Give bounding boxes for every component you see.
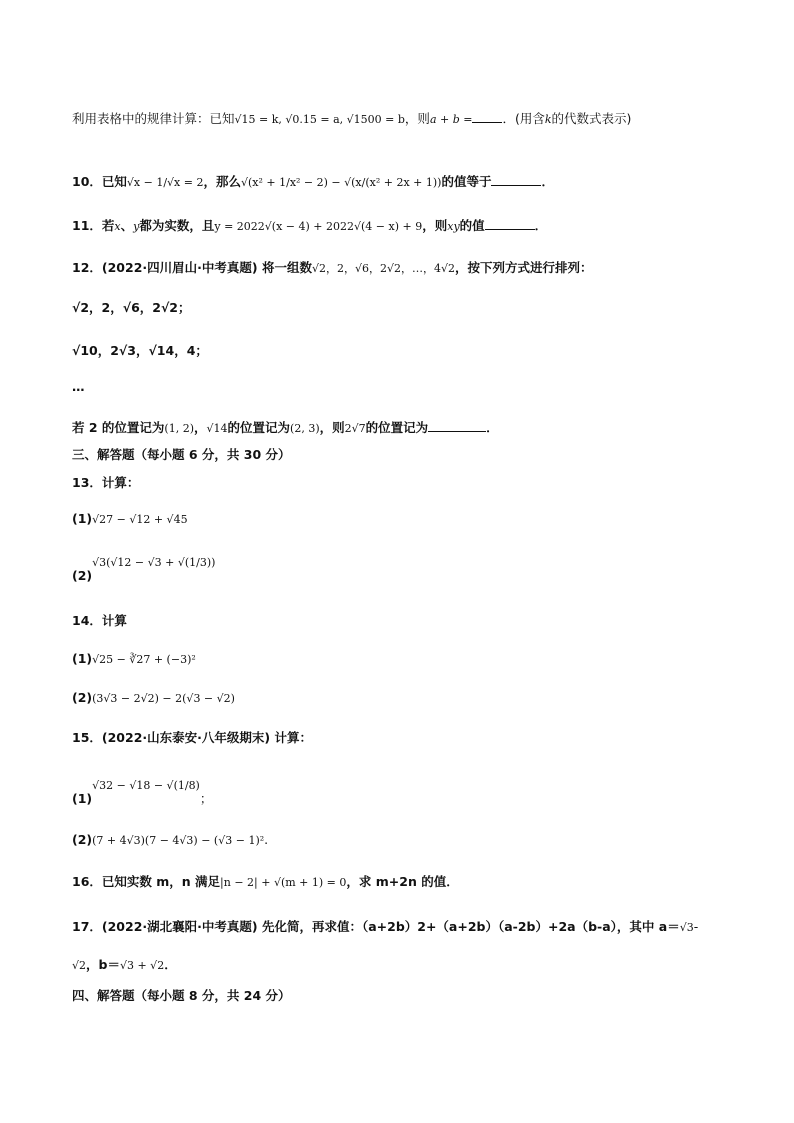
q12-ask-d: ，则 [319, 420, 345, 435]
q15-p1-label: (1) [72, 791, 93, 806]
q12-row2 [72, 342, 208, 360]
q9-line [72, 110, 631, 129]
q11-sep: 、 [120, 218, 134, 233]
q16-line [72, 873, 459, 892]
q14-p1-label: (1) [72, 651, 93, 666]
q16-text-a: 16．已知实数 m，n 满足 [72, 874, 221, 889]
q14-part1 [72, 650, 196, 669]
q12-target: 2√7 [344, 422, 366, 435]
q12-pos1: (1, 2) [164, 422, 194, 435]
q14-title-text: 14．计算 [72, 613, 127, 628]
q10-dot: ． [541, 174, 554, 189]
q11-xy: xy [447, 220, 460, 233]
q12-num: 12．(2022·四川眉山·中考真题) 将一组数 [72, 260, 312, 275]
q11-end: 的值 [459, 218, 485, 233]
q12-answer-blank [428, 419, 486, 432]
q15-p2-label: (2) [72, 832, 93, 847]
q12-row2-text: √10，2√3，√14，4； [72, 343, 208, 358]
section-3-title: 三、解答题（每小题 6 分，共 30 分） [72, 447, 291, 462]
q9-ask: a + b = [429, 113, 473, 126]
q9-text-mid: ，则 [404, 111, 430, 126]
q10-expression: √(x² + 1/x² − 2) − √(x/(x² + 2x + 1)) [240, 176, 442, 189]
q12-ask-b: ， [193, 420, 207, 435]
q12-row1 [72, 299, 191, 317]
q9-answer-blank [472, 110, 502, 123]
section-3-heading [72, 446, 291, 464]
q14-p1-expr: √25 − ∛27 + (−3)² [92, 653, 196, 666]
q14-part2 [72, 689, 235, 708]
q13-p1-label: (1) [72, 511, 93, 526]
q17-a-value: √3 [679, 921, 694, 934]
q11-mid: 都为实数，且 [139, 218, 215, 233]
q15-part2 [72, 831, 268, 850]
q10-answer-blank [491, 173, 541, 186]
q14-p2-expr: (3√3 − 2√2) − 2(√3 − √2) [92, 692, 235, 705]
q12-ask-c: 的位置记为 [227, 420, 291, 435]
q12-dot: ． [486, 420, 499, 435]
q13-p1-expr: √27 − √12 + √45 [92, 513, 188, 526]
q10-num: 10．已知 [72, 174, 127, 189]
q9-formula: √15 = k, √0.15 = a, √1500 = b [234, 113, 405, 126]
q11-line [72, 217, 547, 236]
q12-ask-e: 的位置记为 [365, 420, 429, 435]
q15-p1-expr: √32 − √18 − √(1/8) [92, 779, 200, 792]
q12-sqrt14: √14 [206, 422, 228, 435]
q10-mid: ，那么 [203, 174, 241, 189]
q14-title [72, 612, 127, 630]
q12-row1-text: √2，2，√6，2√2； [72, 300, 191, 315]
q11-dot: ． [534, 218, 548, 233]
q12-row3 [72, 378, 85, 396]
q12-ask-line [72, 419, 499, 438]
q17-b-value: √3 + √2 [119, 959, 165, 972]
q9-text-suffix: ．(用含 [502, 111, 545, 126]
q17-a-dash: - [693, 919, 699, 934]
q16-expr: |n − 2| + √(m + 1) = 0 [220, 876, 347, 889]
q9-text-end: 的代数式表示) [551, 111, 632, 126]
q17-line2 [72, 956, 177, 975]
q15-p2-expr: (7 + 4√3)(7 − 4√3) − (√3 − 1)² [92, 834, 265, 847]
q9-text-prefix: 利用表格中的规律计算：已知 [72, 111, 235, 126]
q11-answer-blank [485, 217, 535, 230]
q12-end: ，按下列方式进行排列： [455, 260, 593, 275]
q13-part2 [72, 556, 216, 586]
q12-pos2: (2, 3) [290, 422, 320, 435]
q15-p2-end: . [264, 832, 269, 847]
q17-line2-end: ． [164, 957, 177, 972]
q12-sequence: √2，2，√6，2√2，…，4√2 [311, 262, 455, 275]
q15-p1-end: ； [199, 791, 213, 806]
q9-var: k [544, 113, 552, 126]
q17-line1 [72, 918, 698, 937]
q13-title-text: 13．计算： [72, 475, 140, 490]
q11-expression: y = 2022√(x − 4) + 2022√(4 − x) + 9 [214, 220, 423, 233]
q11-x: x [114, 220, 121, 233]
q13-p2-expr: √3(√12 − √3 + √(1/3)) [92, 556, 216, 569]
q11-num: 11．若 [72, 218, 115, 233]
q15-part1 [72, 779, 213, 809]
q17-b-label: ，b＝ [86, 957, 120, 972]
q13-title [72, 474, 139, 492]
q10-end: 的值等于 [441, 174, 492, 189]
q16-text-b: ，求 m+2n 的值． [346, 874, 459, 889]
section-4-title: 四、解答题（每小题 8 分，共 24 分） [72, 988, 291, 1003]
q15-title-text: 15．(2022·山东泰安·八年级期末) 计算： [72, 730, 312, 745]
q11-mid2: ，则 [422, 218, 448, 233]
q15-title [72, 729, 312, 747]
q17-text-a: 17．(2022·湖北襄阳·中考真题) 先化简，再求值：（a+2b）2+（a+2b）（a-2b）+2a（b-a），其中 a＝ [72, 919, 680, 934]
q12-line [72, 259, 593, 278]
q10-condition: √x − 1/√x = 2 [126, 176, 204, 189]
section-4-heading [72, 987, 291, 1005]
q14-p2-label: (2) [72, 690, 93, 705]
q12-ask-a: 若 2 的位置记为 [72, 420, 165, 435]
q17-sqrt2: √2 [72, 959, 87, 972]
q10-line [72, 173, 554, 192]
q11-y: y [133, 220, 140, 233]
q13-p2-label: (2) [72, 568, 93, 583]
q12-row3-text: … [72, 379, 85, 394]
q13-part1 [72, 510, 188, 529]
